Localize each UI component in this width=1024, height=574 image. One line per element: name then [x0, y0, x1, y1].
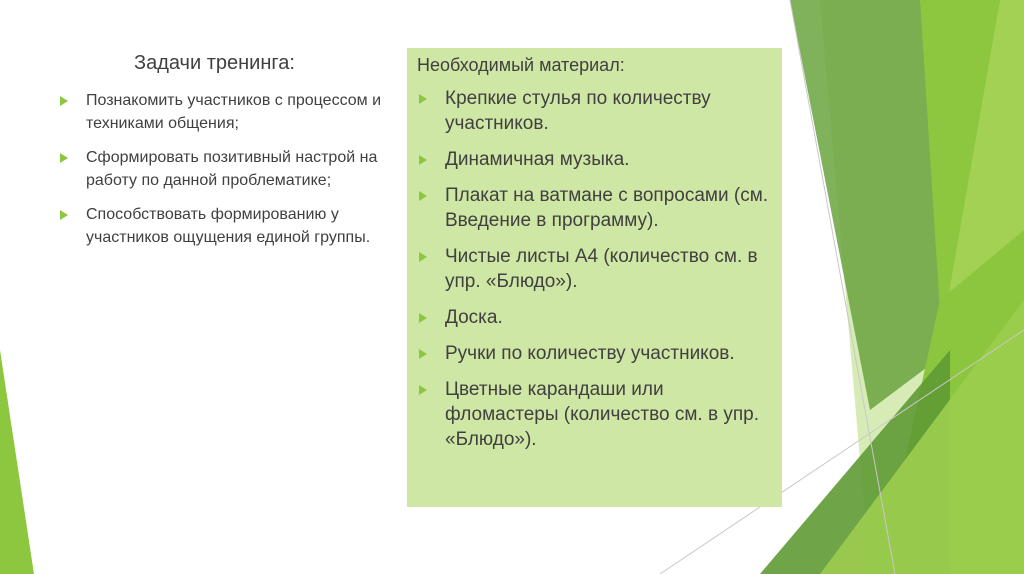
- left-green-stripe: [0, 350, 34, 574]
- list-item: [417, 305, 772, 330]
- list-item: [417, 377, 772, 452]
- list-item-text: Крепкие стулья по количеству участников.: [445, 88, 711, 134]
- bullet-arrow-icon: [419, 385, 427, 395]
- list-item-text: Доска.: [445, 307, 503, 328]
- bullet-arrow-icon: [60, 210, 68, 220]
- list-item-text: Плакат на ватмане с вопросами (см. Введение в программу).: [445, 185, 769, 231]
- list-item: [58, 146, 398, 192]
- materials-heading: Необходимый материал:: [417, 55, 625, 75]
- list-item: [417, 244, 772, 294]
- list-item: [417, 86, 772, 136]
- training-tasks-heading: Задачи тренинга:: [134, 52, 295, 74]
- bullet-arrow-icon: [419, 349, 427, 359]
- list-item: [417, 147, 772, 172]
- bullet-arrow-icon: [60, 96, 68, 106]
- list-item-text: Цветные карандаши или фломастеры (количество см. в упр. «Блюдо»).: [445, 379, 759, 450]
- list-item-text: Познакомить участников с процессом и техниками общения;: [86, 92, 382, 132]
- bullet-arrow-icon: [419, 94, 427, 104]
- bullet-arrow-icon: [419, 252, 427, 262]
- list-item: [417, 183, 772, 233]
- list-item-text: Чистые листы А4 (количество см. в упр. «Блюдо»).: [445, 246, 758, 292]
- list-item-text: Сформировать позитивный настрой на работу по данной проблематике;: [86, 149, 378, 189]
- materials-list: [417, 86, 772, 452]
- list-item: [58, 89, 398, 135]
- bullet-arrow-icon: [419, 313, 427, 323]
- list-item-text: Способствовать формированию у участников ощущения единой группы.: [86, 206, 371, 246]
- materials-panel: [407, 48, 782, 507]
- list-item-text: Ручки по количеству участников.: [445, 343, 735, 364]
- list-item: [58, 203, 398, 249]
- bullet-arrow-icon: [60, 153, 68, 163]
- list-item: [417, 341, 772, 366]
- training-tasks-section: [58, 52, 398, 260]
- list-item-text: Динамичная музыка.: [445, 149, 630, 170]
- training-tasks-list: [58, 89, 398, 249]
- bullet-arrow-icon: [419, 155, 427, 165]
- bullet-arrow-icon: [419, 191, 427, 201]
